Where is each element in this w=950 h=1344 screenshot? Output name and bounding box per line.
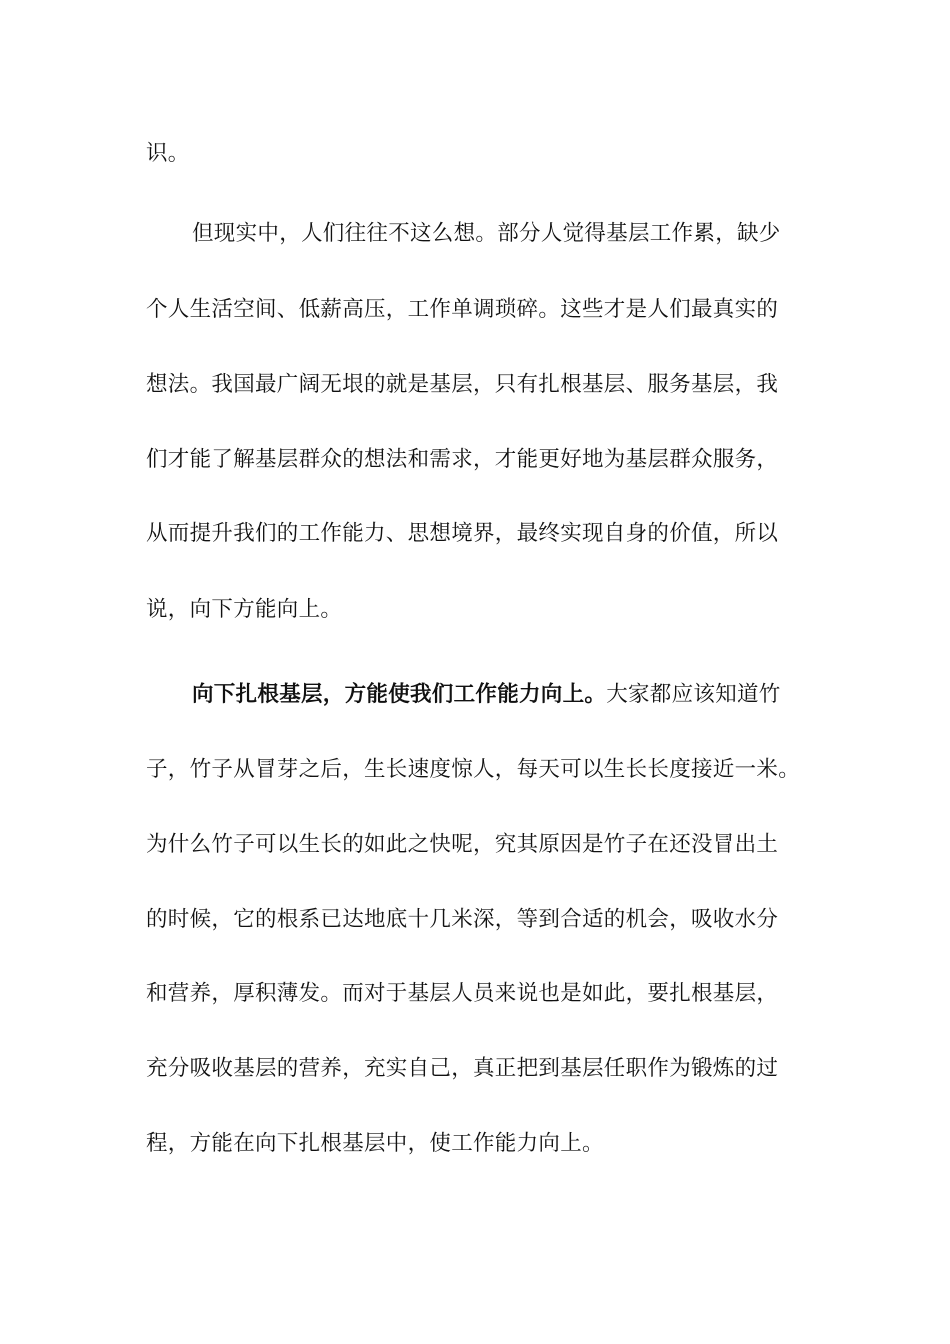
paragraph-1-line-5: 从而提升我们的工作能力、思想境界，最终实现自身的价值，所以 bbox=[146, 521, 779, 546]
paragraph-2-lead-rest: 大家都应该知道竹 bbox=[606, 682, 781, 707]
paragraph-1-line-4: 们才能了解基层群众的想法和需求，才能更好地为基层群众服务， bbox=[146, 447, 779, 472]
paragraph-2-line-7: 程，方能在向下扎根基层中，使工作能力向上。 bbox=[146, 1131, 604, 1156]
paragraph-1-line-6: 说，向下方能向上。 bbox=[146, 597, 343, 622]
paragraph-2-line-1 bbox=[192, 677, 781, 713]
paragraph-2-line-3: 为什么竹子可以生长的如此之快呢，究其原因是竹子在还没冒出土 bbox=[146, 832, 779, 857]
paragraph-1-line-3: 想法。我国最广阔无垠的就是基层，只有扎根基层、服务基层，我 bbox=[146, 372, 779, 397]
paragraph-1-line-2: 个人生活空间、低薪高压，工作单调琐碎。这些才是人们最真实的 bbox=[146, 297, 779, 322]
fragment-line: 识。 bbox=[146, 141, 190, 166]
paragraph-2-line-4: 的时候，它的根系已达地底十几米深，等到合适的机会，吸收水分 bbox=[146, 907, 779, 932]
paragraph-2-bold-lead: 向下扎根基层，方能使我们工作能力向上。 bbox=[192, 682, 607, 707]
paragraph-2-line-6: 充分吸收基层的营养，充实自己，真正把到基层任职作为锻炼的过 bbox=[146, 1056, 779, 1081]
paragraph-2-line-2: 子，竹子从冒芽之后，生长速度惊人，每天可以生长长度接近一米。 bbox=[146, 757, 801, 782]
paragraph-1-line-1: 但现实中，人们往往不这么想。部分人觉得基层工作累，缺少 bbox=[192, 221, 781, 246]
paragraph-2-line-5: 和营养，厚积薄发。而对于基层人员来说也是如此，要扎根基层， bbox=[146, 981, 779, 1006]
